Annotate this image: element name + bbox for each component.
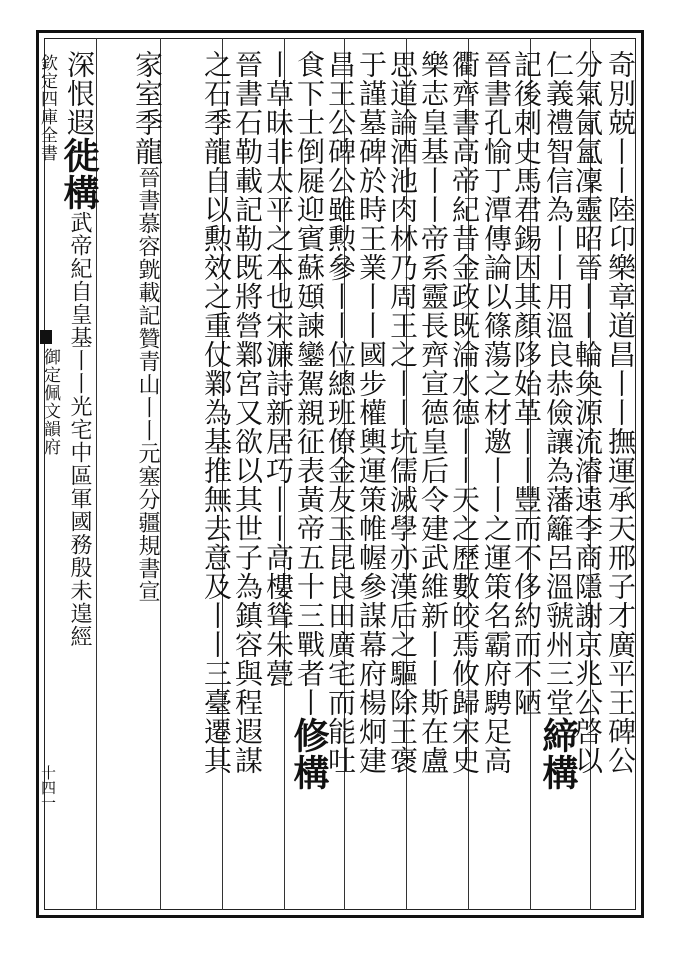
text-column-10: 昌王公碑公雖勲參丨丨位總班僚金友玉昆良田廣宅而能吐 (324, 50, 357, 775)
text-column-14: 之石季龍自以勲效之重仗鄴為基推無去意及丨丨三臺遷其 (200, 50, 233, 775)
headword: 徙構 (58, 137, 100, 211)
text-column-16: 深恨遐徙構武帝紀自皇基丨丨光宅中區軍國務殷未遑經 (58, 50, 100, 648)
text-column-7: 樂志皇基丨丨帝系靈長齊宣德皇后令建武維新丨丨斯在盧 (417, 50, 450, 775)
text-column-8: 思道論酒池肉林乃周王之丨丨坑儒滅學亦漢后之驅除王褒 (386, 50, 419, 775)
fold-top-text: 欽定四庫全書 (37, 54, 57, 162)
center-fold-strip (36, 30, 58, 918)
fold-page-number: 十四一 (39, 765, 57, 810)
fold-book-title: 御定佩文韻府 (40, 348, 60, 456)
text-column-5: 晉書孔愉丁潭傳論以篠蕩之材邀丨丨之運策名霸府騁足高 (480, 50, 513, 775)
annotation: 晉書慕容皝載記贊青山丨丨元塞分疆規書宣 (135, 166, 160, 603)
text-column-4: 記後刺史馬君錫因其顏陊始革丨丨豐而不侈約而不陋 (510, 50, 543, 717)
text-column-12: 丨草昧非太平之本也宋濂詩新居巧丨丨高樓聳朱甍 (262, 50, 295, 688)
text-column-6: 衢齊書高帝紀昔金政既淪水德丨丨天之歷數皎焉攸歸宋史 (448, 50, 481, 775)
fish-tail-mark (40, 330, 52, 344)
text-column-1: 奇別兢丨丨陸卬樂章道昌丨丨撫運承天邢子才廣平王碑公 (604, 50, 637, 775)
text-column-9: 于謹墓碑於時王業丨丨國步權輿運策帷幄參謀幕府楊炯建 (355, 50, 388, 775)
headword: 修構 (288, 717, 330, 791)
headword: 締構 (537, 717, 579, 791)
text-column-3: 仁義禮智信為丨丨用溫良恭儉讓為藩籬呂溫虢州三堂締構 (537, 50, 579, 791)
text-column-15: 家室季龍晉書慕容皝載記贊青山丨丨元塞分疆規書宣 (131, 50, 164, 603)
annotation: 武帝紀自皇基丨丨光宅中區軍國務殷未遑經 (67, 211, 92, 648)
text-column-11: 食下士倒屣迎賓蘇頲諫鑾駕親征表黃帝五十三戰者丨修構 (288, 50, 330, 791)
text-column-2: 分氣氤氳凜靈昭晉丨丨輪奐源流濬遠李商隱謝京兆公啓以 (571, 50, 604, 775)
text-column-13: 晉書石勒載記勒既將營鄴宮又欲以其世子為鎮容與程遐謀 (231, 50, 264, 775)
